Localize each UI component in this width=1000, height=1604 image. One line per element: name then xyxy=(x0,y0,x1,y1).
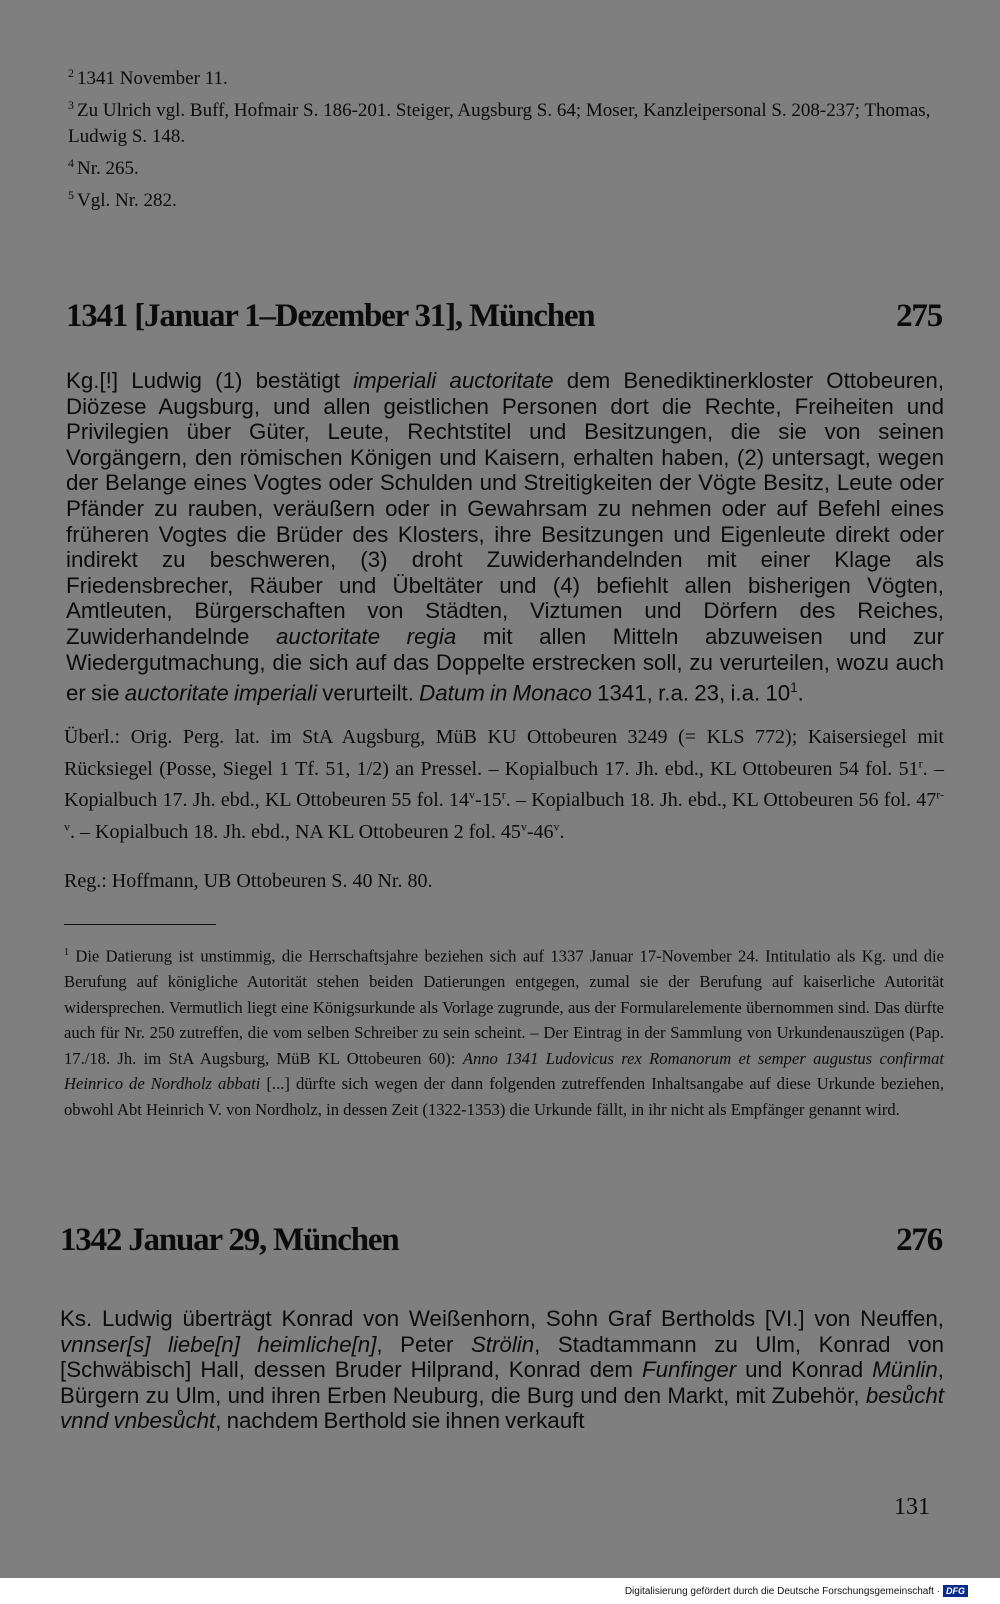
text-run: [...] dürfte sich wegen der dann folgenden zutreffenden Inhaltsangabe auf diese Urkunde beziehen, obwohl Abt Heinrich V. von Nordholz, in dessen Zeit (1322-1353) die Urkunde fällt, in ihr nicht als Empfänger genannt wird. xyxy=(64,1074,944,1119)
text-run: . – Kopialbuch 18. Jh. ebd., KL Ottobeuren 56 fol. 47 xyxy=(505,789,937,812)
doc-276-heading xyxy=(60,1222,942,1259)
text-run: -15 xyxy=(475,789,502,812)
doc-276-number: 276 xyxy=(896,1222,942,1258)
text-run: . – Kopialbuch 17. Jh. ebd., KL Ottobeuren 55 fol. 14 xyxy=(64,757,945,812)
regest-text xyxy=(66,368,944,706)
italic-text: besůcht vnnd vnbesůcht xyxy=(60,1382,944,1434)
doc-275-regest xyxy=(66,368,944,706)
text-run: , Peter xyxy=(376,1331,471,1357)
text-run: , Bürgern zu Ulm, und ihren Erben Neuburg, die Burg und den Markt, mit Zubehör, xyxy=(60,1357,944,1408)
superscript: v xyxy=(520,819,527,834)
italic-text: auctoritate imperiali xyxy=(124,680,318,706)
doc-275-number: 275 xyxy=(896,298,942,334)
doc-275-footnote xyxy=(64,940,944,1122)
text-run: und Konrad xyxy=(736,1357,873,1383)
doc-275-date-place: 1341 [Januar 1–Dezember 31], München xyxy=(66,298,595,334)
text-run: Überl.: Orig. Perg. lat. im StA Augsburg, MüB KU Ottobeuren 3249 (= KLS 772); Kaisersiegel mit Rücksiegel (Posse, Siegel 1 Tf. 51, 1/2) an Pressel. – Kopialbuch 17. Jh. ebd., KL Ottobeuren 54 fol. 51 xyxy=(64,726,944,780)
superscript: v xyxy=(553,819,560,834)
text-run: . xyxy=(797,680,804,706)
superscript: r xyxy=(501,787,506,802)
italic-text: Datum in Monaco xyxy=(419,680,592,706)
text-run: . – Kopialbuch 18. Jh. ebd., NA KL Ottobeuren 2 fol. 45 xyxy=(70,820,521,843)
footnote-4: $^4$ Nr. 265. xyxy=(68,156,139,179)
footnote-5: $^5$ Vgl. Nr. 282. xyxy=(68,188,177,211)
footnote-divider xyxy=(64,924,216,925)
italic-text: Münlin xyxy=(872,1357,938,1383)
italic-text: Funfinger xyxy=(641,1357,737,1383)
top-footnotes xyxy=(68,60,948,214)
text-run: Die Datierung ist unstimmig, die Herrschaftsjahre beziehen sich auf 1337 Januar 17-November 24. Intitulatio als Kg. und die Berufung auf königliche Autorität stehen beiden Datierungen entgegen, zumal sie der Berufung auf kaiserliche Autorität widersprechen. Vermutlich liegt eine Königsurkunde als Vorlage zugrunde, aus der Formularelemente übernommen sind. Das dürfte auch für Nr. 250 zutreffen, die vom selben Schreiber zu sein scheint. – Der Eintrag in der Sammlung von Urkundenauszügen (Pap. 17./18. Jh. im StA Augsburg, MüB KL Ottobeuren 60): xyxy=(64,946,944,1068)
doc-275-regesten: Reg.: Hoffmann, UB Ottobeuren S. 40 Nr. 80. xyxy=(64,870,433,892)
text-run: verurteilt. xyxy=(317,680,420,706)
text-run: dem Benediktinerkloster Ottobeuren, Diözese Augsburg, und allen geistlichen Personen dort die Rechte, Freiheiten und Privilegien über Güter, Leute, Rechtstitel und Besitzungen, die sie von seinen Vorgängern, den römischen Königen und Kaisern, erhalten haben, (2) untersagt, wegen der Belange eines Vogtes oder Schulden und Streitigkeiten der Vögte Besitz, Leute oder Pfänder zu rauben, veräußern oder in Gewahrsam zu nehmen oder auf Befehl eines früheren Vogtes die Brüder des Klosters, ihre Besitzungen und Eigenleute direkt oder indirekt zu beschweren, (3) droht Zuwiderhandelnden mit einer Klage als Friedensbrecher, Räuber und Übeltäter und (4) befiehlt allen bisherigen Vögten, Amtleuten, Bürgerschaften von Städten, Viztumen und Dörfern des Reiches, Zuwiderhandelnde xyxy=(66,368,945,649)
funding-credit: Digitalisierung gefördert durch die Deutsche Forschungsgemeinschaft · DFG xyxy=(625,1585,968,1597)
italic-text: Anno 1341 Ludovicus rex Romanorum et semper augustus confirmat Heinrico de Nordholz abbati xyxy=(64,1048,944,1094)
superscript: v xyxy=(469,787,476,802)
superscript: r xyxy=(918,756,923,770)
text-run: . xyxy=(559,820,565,843)
dfg-logo-icon: DFG xyxy=(943,1585,968,1597)
doc-275-ueberlieferung xyxy=(64,724,944,845)
superscript: 1 xyxy=(790,680,798,696)
superscript: r-v xyxy=(64,787,945,834)
doc-276-date-place: 1342 Januar 29, München xyxy=(60,1222,399,1258)
text-run: , Stadtammann zu Ulm, Konrad von [Schwäbisch] Hall, dessen Bruder Hilprand, Konrad dem xyxy=(60,1331,944,1383)
page-number: 131 xyxy=(894,1494,930,1520)
italic-text: Strölin xyxy=(470,1331,535,1357)
doc-275-heading xyxy=(66,298,942,335)
superscript: 1 xyxy=(64,947,69,958)
italic-text: auctoritate regia xyxy=(276,623,457,649)
doc-276-regest xyxy=(60,1306,944,1434)
text-run: Ks. Ludwig überträgt Konrad von Weißenhorn, Sohn Graf Bertholds [VI.] von Neuffen, xyxy=(60,1306,944,1331)
text-run: , nachdem Berthold sie ihnen verkauft xyxy=(215,1408,585,1434)
text-run: mit allen Mitteln abzuweisen und zur Wiedergutmachung, die sich auf das Doppelte erstrecken soll, zu verurteilen, wozu auch er sie xyxy=(66,623,944,706)
text-run: -46 xyxy=(526,820,554,843)
text-run: Kg.[!] Ludwig (1) bestätigt xyxy=(66,368,354,393)
footnote-3: $^3$ Zu Ulrich vgl. Buff, Hofmair S. 186-201. Steiger, Augsburg S. 64; Moser, Kanzleipersonal S. 208-237; Thomas, Ludwig S. 148. xyxy=(68,98,931,147)
italic-text: imperiali auctoritate xyxy=(353,368,554,393)
text-run: 1341, r.a. 23, i.a. 10 xyxy=(591,680,791,706)
footnote-2: $^2$ 1341 November 11. xyxy=(68,66,228,89)
italic-text: vnnser[s] liebe[n] heimliche[n] xyxy=(60,1331,377,1357)
